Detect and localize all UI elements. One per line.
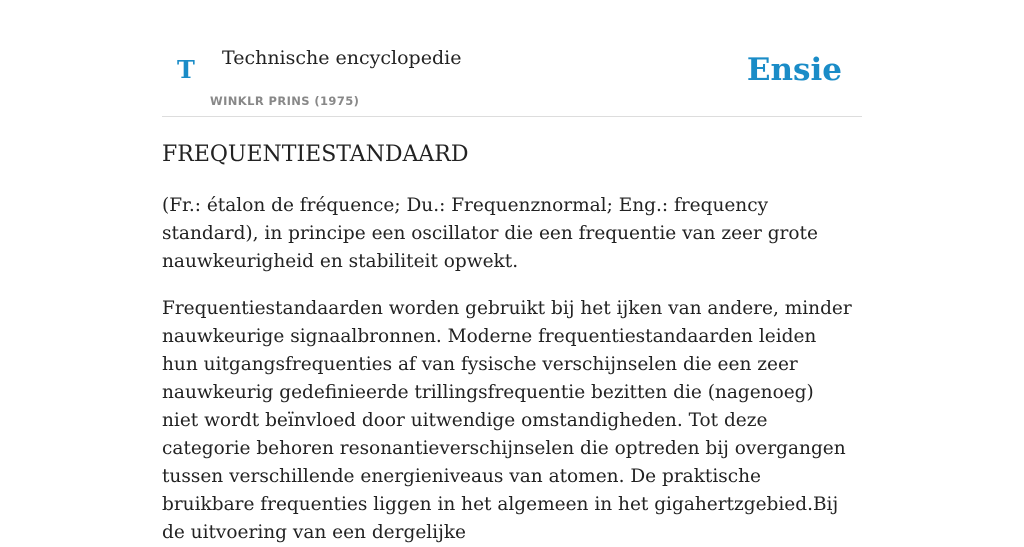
book-letter-icon[interactable]: T xyxy=(177,55,195,84)
ensie-logo[interactable]: Ensie xyxy=(746,52,842,88)
book-title-link[interactable]: Technische encyclopedie xyxy=(222,47,462,69)
book-subtitle: WINKLR PRINS (1975) xyxy=(210,94,360,108)
entry-paragraph-2: Frequentiestandaarden worden gebruikt bij het ijken van andere, minder nauwkeurige signaalbronnen. Moderne frequentiestandaarden leiden hun uitgangsfrequenties af van fysische verschijnselen die een zeer nauwkeurig gedefinieerde trillingsfrequentie bezitten die (nagenoeg) niet wordt beïnvloed door uitwendige omstandigheden. Tot deze categorie behoren resonantieverschijnselen die optreden bij overgangen tussen verschillende energieniveaus van atomen. De praktische bruikbare frequenties liggen in het algemeen in het gigahertzgebied.Bij de uitvoering van een dergelijke xyxy=(162,298,852,543)
entry-paragraph-1: (Fr.: étalon de fréquence; Du.: Frequenznormal; Eng.: frequency standard), in principe een oscillator die een frequentie van zeer grote nauwkeurigheid en stabiliteit opwekt. xyxy=(162,195,818,272)
entry-page xyxy=(162,0,862,543)
entry-headword: FREQUENTIESTANDAARD xyxy=(162,142,469,167)
entry-header xyxy=(162,0,862,117)
